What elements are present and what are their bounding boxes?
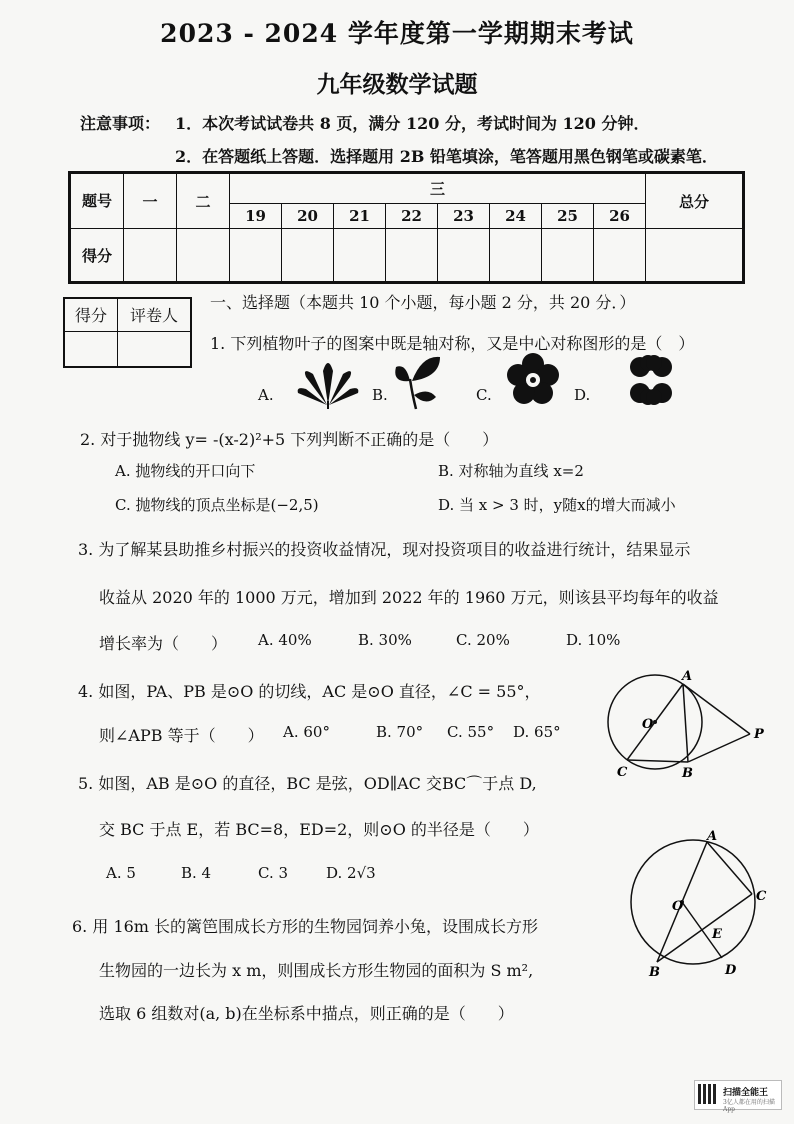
grader-table [63,297,192,368]
q4-label-c: C [617,765,628,780]
q2-option-b[interactable]: B. 对称轴为直线 x=2 [438,462,584,480]
q1-option-a[interactable]: A. [258,386,274,404]
score-cell[interactable] [124,229,177,283]
question-number-label: 题号 [70,173,124,229]
q3-option-d[interactable]: D. 10% [566,631,621,649]
score-cell[interactable] [490,229,542,283]
col-section-2: 二 [177,173,230,229]
col-23: 23 [438,204,490,229]
score-cell[interactable] [438,229,490,283]
q4-option-a[interactable]: A. 60° [283,723,330,741]
watermark-label: 扫描全能王 [723,1088,769,1098]
question-3-line-1: 3. 为了解某县助推乡村振兴的投资收益情况，现对投资项目的收益进行统计，结果显示 [78,540,691,559]
col-21: 21 [334,204,386,229]
col-section-3: 三 [230,173,646,204]
q3-option-c[interactable]: C. 20% [456,631,510,649]
question-4-line-1: 4. 如图，PA、PB 是⊙O 的切线，AC 是⊙O 直径，∠C = 55°， [78,682,541,701]
score-row-label: 得分 [70,229,124,283]
q5-label-c: C [756,889,767,904]
col-25: 25 [542,204,594,229]
grader-name-cell[interactable] [118,331,192,367]
score-cell[interactable] [542,229,594,283]
col-24: 24 [490,204,542,229]
q5-label-e: E [712,927,722,942]
notice-line-2: 2．在答题纸上答题．选择题用 2B 铅笔填涂，笔答题用黑色钢笔或碳素笔． [175,147,718,166]
q4-option-d[interactable]: D. 65° [513,723,561,741]
q5-option-c[interactable]: C. 3 [258,864,289,882]
question-6-line-1: 6. 用 16m 长的篱笆围成长方形的生物园饲养小兔，设围成长方形 [72,917,539,936]
grader-score-cell[interactable] [64,331,118,367]
score-cell[interactable] [334,229,386,283]
q4-option-c[interactable]: C. 55° [447,723,495,741]
q4-label-p: P [754,727,764,742]
cannabis-leaf-icon [296,353,360,409]
q5-circle-figure [615,830,775,980]
five-petal-flower-icon [505,352,561,408]
exam-title: 2023 - 2024 学年度第一学期期末考试 [160,19,634,48]
q3-option-b[interactable]: B. 30% [358,631,412,649]
q5-option-a[interactable]: A. 5 [106,864,136,882]
four-leaf-clover-icon [624,353,678,407]
grader-score-label: 得分 [64,298,118,331]
q5-label-b: B [649,965,660,980]
col-19: 19 [230,204,282,229]
q1-option-b[interactable]: B. [372,386,388,404]
q4-label-o: O [642,717,654,732]
col-total: 总分 [646,173,744,229]
q1-option-c[interactable]: C. [476,386,492,404]
question-3-line-3: 增长率为（ ） [99,634,228,653]
notice-label: 注意事项： [80,114,161,133]
col-section-1: 一 [124,173,177,229]
score-cell[interactable] [646,229,744,283]
exam-subtitle: 九年级数学试题 [316,71,478,98]
question-5-line-2: 交 BC 于点 E，若 BC=8，ED=2，则⊙O 的半径是（ ） [99,820,539,839]
q5-option-d[interactable]: D. 2√3 [326,864,376,882]
watermark-sub: 3亿人都在用的扫描App [723,1099,775,1113]
score-cell[interactable] [386,229,438,283]
col-22: 22 [386,204,438,229]
col-20: 20 [282,204,334,229]
question-6-line-3: 选取 6 组数对(a, b)在坐标系中描点，则正确的是（ ） [99,1004,514,1023]
section-1-heading: 一、选择题（本题共 10 个小题，每小题 2 分，共 20 分．） [210,293,636,312]
col-26: 26 [594,204,646,229]
q4-option-b[interactable]: B. 70° [376,723,424,741]
question-3-line-2: 收益从 2020 年的 1000 万元，增加到 2022 年的 1960 万元，则该县平均每年的收益 [99,588,719,607]
qr-code-icon [698,1084,718,1104]
q2-option-c[interactable]: C. 抛物线的顶点坐标是(−2,5) [115,496,319,514]
q5-label-d: D [725,963,737,978]
grader-name-label: 评卷人 [118,298,192,331]
score-cell[interactable] [594,229,646,283]
scanner-watermark [694,1080,782,1113]
q5-label-o: O [672,899,684,914]
q4-label-b: B [682,766,693,781]
branch-leaves-icon [392,353,442,411]
question-1: 1. 下列植物叶子的图案中既是轴对称，又是中心对称图形的是（ ） [210,334,695,353]
score-cell[interactable] [177,229,230,283]
q1-option-d[interactable]: D. [574,386,591,404]
q2-option-a[interactable]: A. 抛物线的开口向下 [115,462,256,480]
q5-option-b[interactable]: B. 4 [181,864,212,882]
q4-label-a: A [682,669,693,684]
q3-option-a[interactable]: A. 40% [258,631,312,649]
q4-tangent-figure [600,666,780,786]
question-4-line-2: 则∠APB 等于（ ） [99,726,264,745]
question-2: 2. 对于抛物线 y= -(x-2)²+5 下列判断不正确的是（ ） [80,430,499,449]
score-table [68,171,745,284]
question-5-line-1: 5. 如图，AB 是⊙O 的直径，BC 是弦，OD∥AC 交BC⌒于点 D, [78,774,537,793]
score-cell[interactable] [230,229,282,283]
question-6-line-2: 生物园的一边长为 x m，则围成长方形生物园的面积为 S m², [99,961,534,980]
notice-line-1: 1．本次考试试卷共 8 页，满分 120 分，考试时间为 120 分钟． [175,114,650,133]
q2-option-d[interactable]: D. 当 x > 3 时，y随x的增大而减小 [438,496,676,514]
score-cell[interactable] [282,229,334,283]
q5-label-a: A [707,830,718,844]
